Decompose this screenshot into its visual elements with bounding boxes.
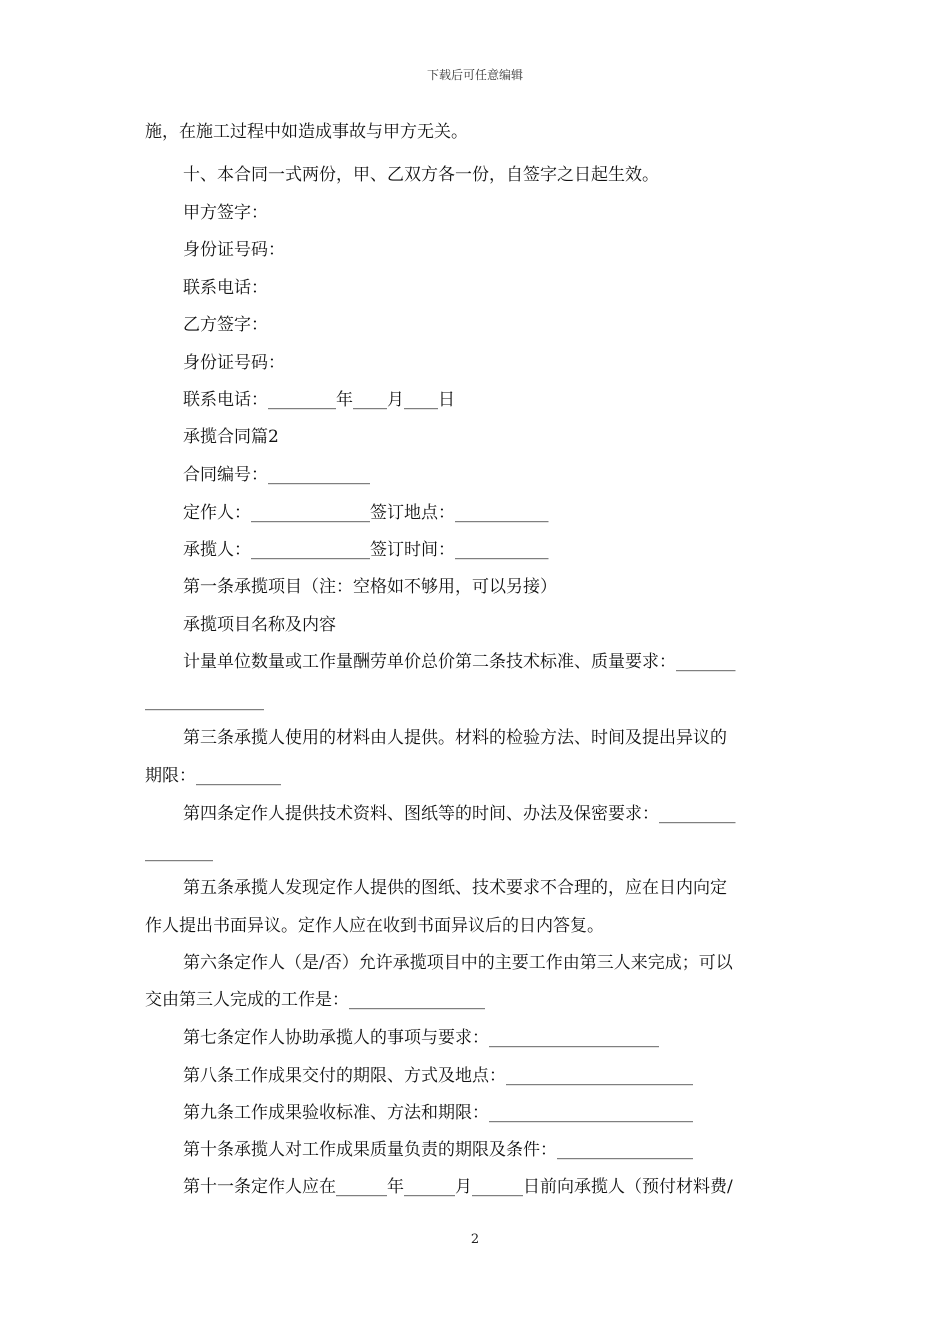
text-line: 交由第三人完成的工作是：________________ (145, 990, 485, 1010)
text-line: 联系电话：________年____月____日 (183, 390, 455, 410)
text-line: 承揽项目名称及内容 (183, 615, 336, 635)
text-line: 第五条承揽人发现定作人提供的图纸、技术要求不合理的，应在日内向定 (183, 878, 727, 898)
page-header: 下载后可任意编辑 (426, 68, 523, 82)
text-line: ______________ (145, 691, 264, 711)
text-line: 乙方签字： (183, 315, 268, 335)
text-line: 第一条承揽项目（注：空格如不够用，可以另接） (183, 577, 557, 597)
text-line: 计量单位数量或工作量酬劳单价总价第二条技术标准、质量要求：_______ (183, 652, 736, 672)
text-line: 作人提出书面异议。定作人应在收到书面异议后的日内答复。 (145, 916, 604, 936)
text-line: 施，在施工过程中如造成事故与甲方无关。 (145, 122, 468, 142)
text-line: 第十一条定作人应在______年______月______日前向承揽人（预付材料费/ (183, 1177, 733, 1197)
section-title: 承揽合同篇2 (183, 427, 279, 447)
text-line: 第六条定作人（是/否）允许承揽项目中的主要工作由第三人来完成；可以 (183, 953, 733, 973)
text-line: 第九条工作成果验收标准、方法和期限：________________________ (183, 1103, 693, 1123)
text-line: 第四条定作人提供技术资料、图纸等的时间、办法及保密要求：_________ (183, 804, 736, 824)
page-number: 2 (470, 1232, 480, 1247)
text-line: 联系电话： (183, 278, 268, 298)
text-line: 身份证号码： (183, 240, 285, 260)
text-line: 承揽人：______________签订时间：___________ (183, 540, 549, 560)
text-line: 合同编号：____________ (183, 465, 370, 485)
text-line: 第八条工作成果交付的期限、方式及地点：______________________ (183, 1066, 693, 1086)
text-line: 十、本合同一式两份，甲、乙双方各一份，自签字之日起生效。 (183, 165, 659, 185)
text-line: 定作人：______________签订地点：___________ (183, 503, 549, 523)
text-line: 甲方签字： (183, 203, 268, 223)
text-line: 期限：__________ (145, 766, 281, 786)
text-line: 第十条承揽人对工作成果质量负责的期限及条件：________________ (183, 1140, 693, 1160)
text-line: 第七条定作人协助承揽人的事项与要求：____________________ (183, 1028, 659, 1048)
text-line: ________ (145, 842, 213, 862)
text-line: 第三条承揽人使用的材料由人提供。材料的检验方法、时间及提出异议的 (183, 728, 727, 748)
text-line: 身份证号码： (183, 353, 285, 373)
